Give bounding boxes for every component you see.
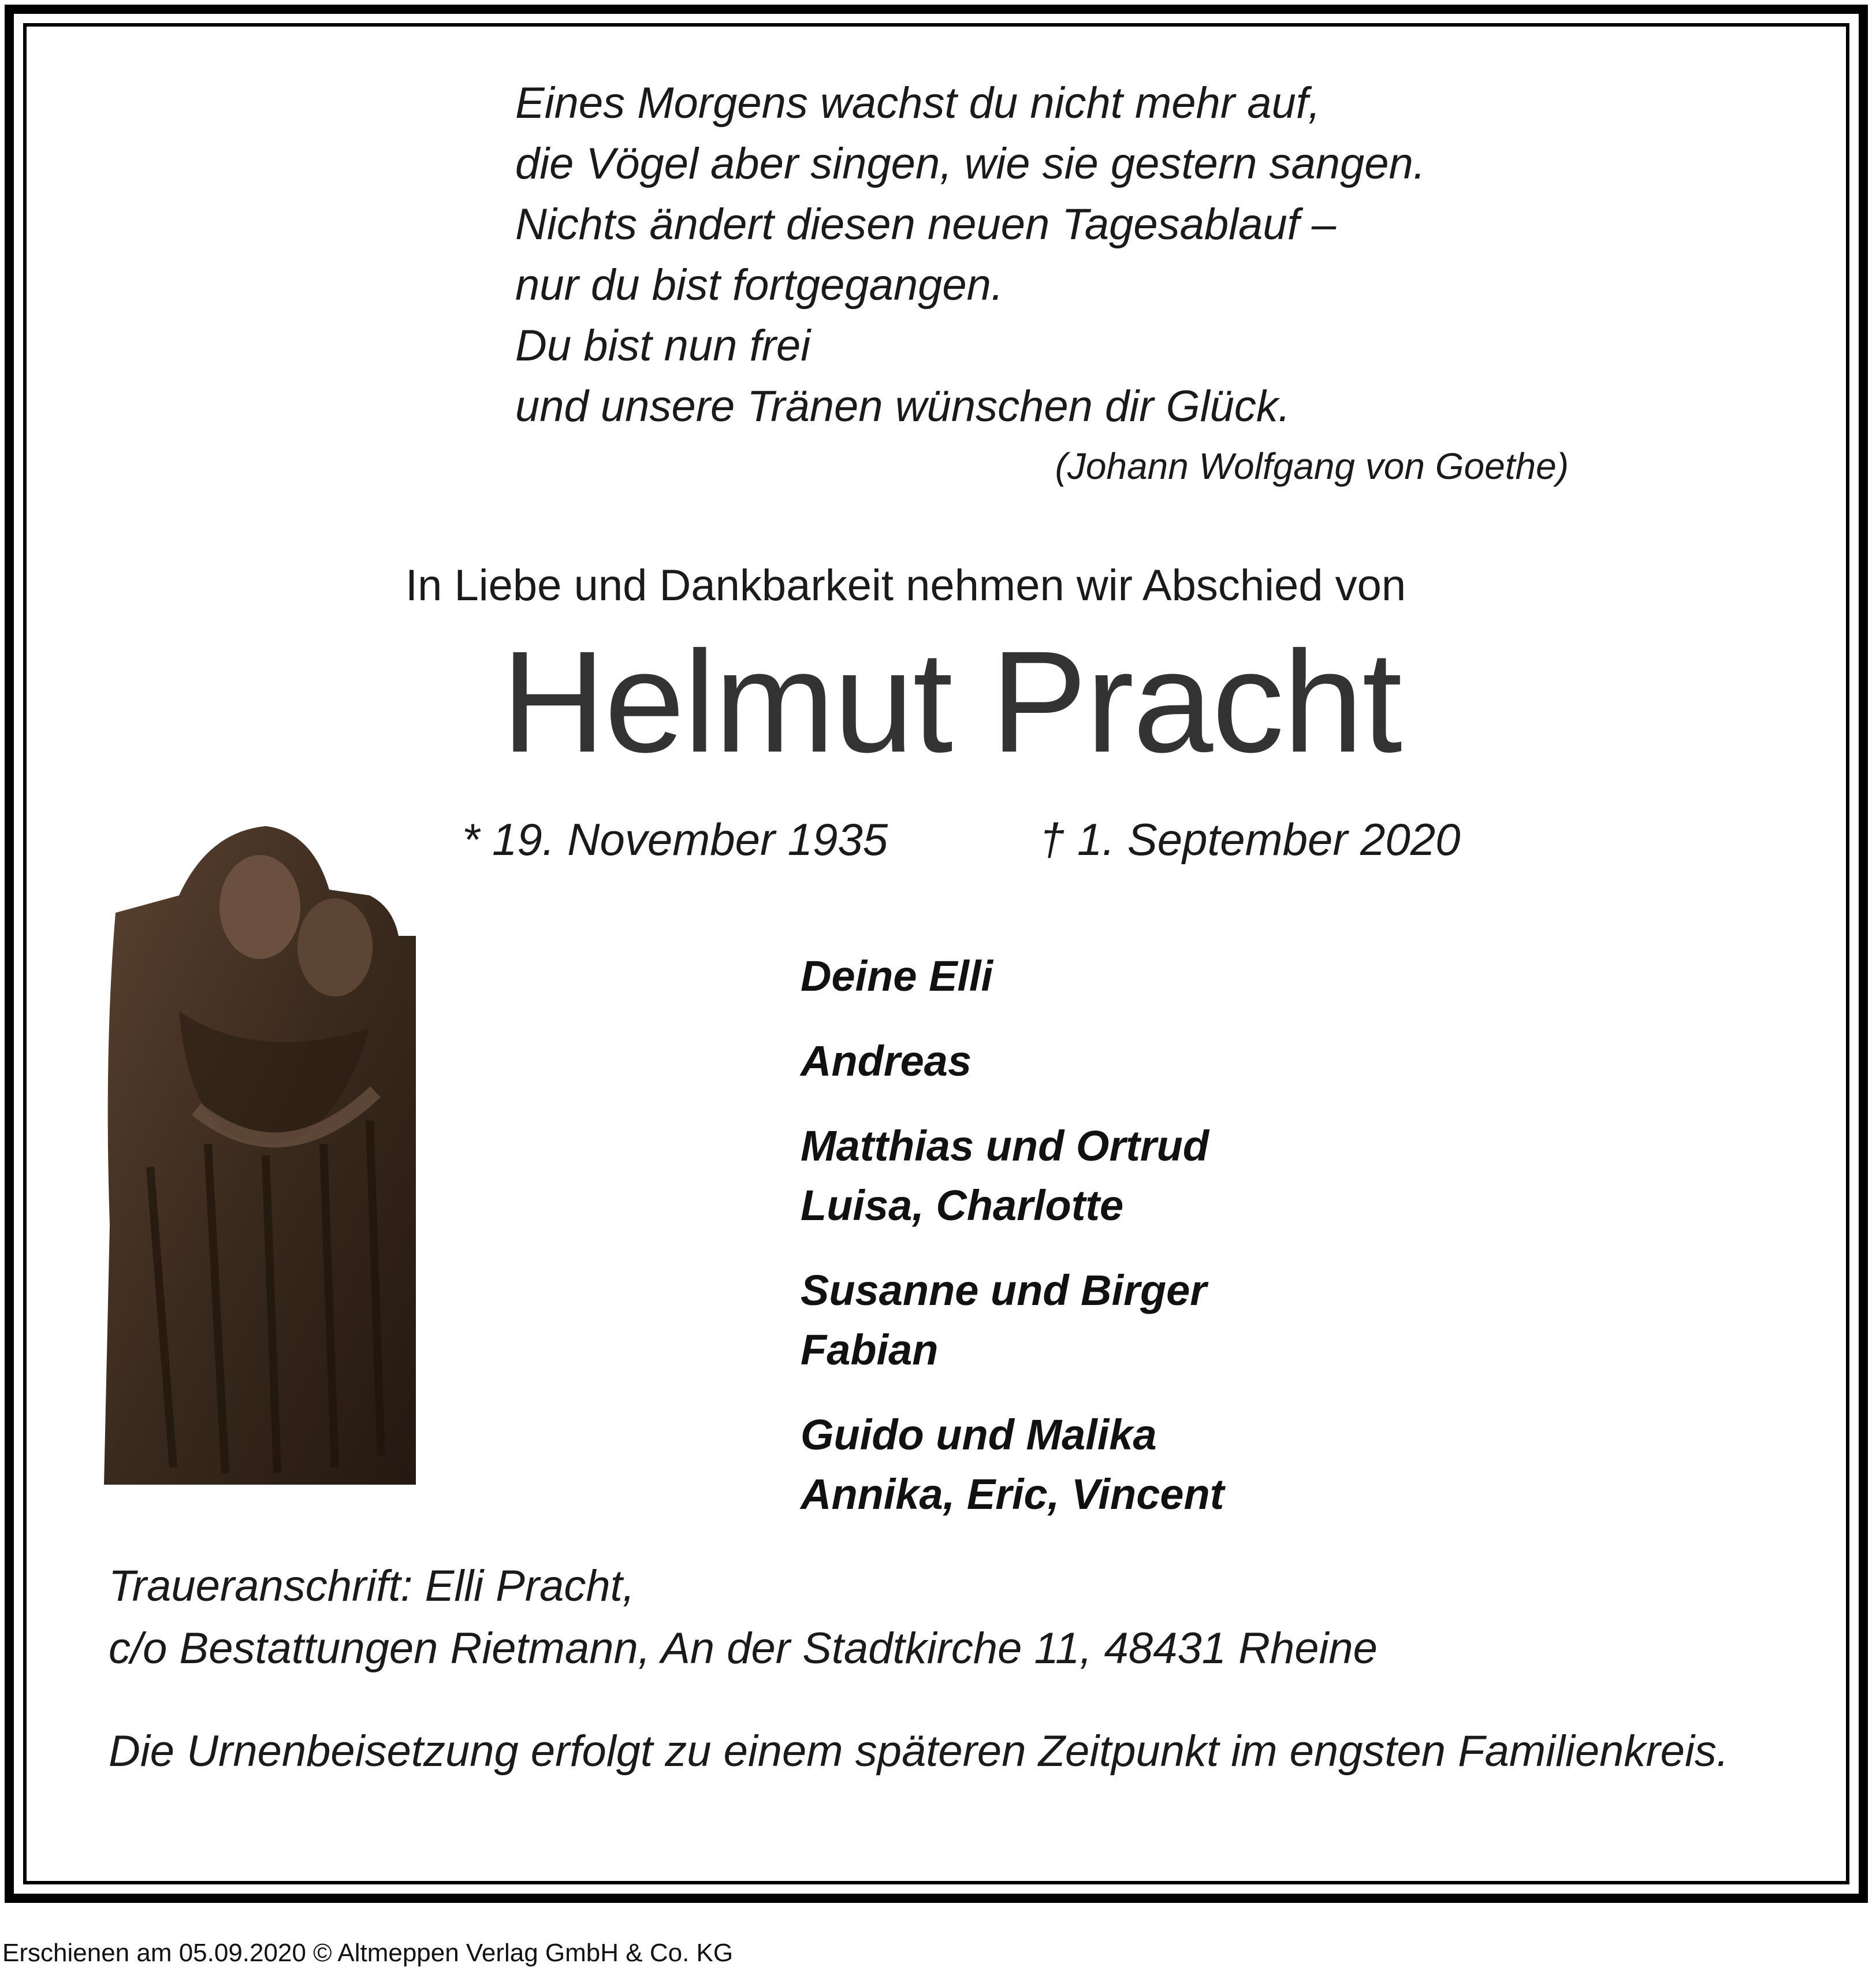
- publication-footer: Erschienen am 05.09.2020 © Altmeppen Verlag GmbH & Co. KG: [2, 1939, 734, 1967]
- life-dates: [462, 813, 1461, 866]
- mourner-group: [801, 1405, 1224, 1524]
- mourner-name: Fabian: [801, 1326, 939, 1374]
- mourner-name: Luisa, Charlotte: [801, 1181, 1124, 1229]
- mourner-name: Annika, Eric, Vincent: [801, 1470, 1224, 1518]
- poem-line: die Vögel aber singen, wie sie gestern sangen.: [515, 139, 1425, 188]
- mourner-group: [801, 1031, 1224, 1091]
- mourner-group: [801, 1261, 1224, 1380]
- poem-line: Eines Morgens wachst du nicht mehr auf,: [515, 79, 1321, 128]
- mourner-name: Matthias und Ortrud: [801, 1122, 1209, 1170]
- poem-line: und unsere Tränen wünschen dir Glück.: [515, 382, 1290, 431]
- mourner-name: Susanne und Birger: [801, 1266, 1207, 1314]
- mourner-group: [801, 946, 1224, 1006]
- mourner-group: [801, 1116, 1224, 1235]
- address-line: c/o Bestattungen Rietmann, An der Stadtkirche 11, 48431 Rheine: [109, 1624, 1378, 1673]
- burial-note: Die Urnenbeisetzung erfolgt zu einem späteren Zeitpunkt im engsten Familienkreis.: [109, 1727, 1729, 1776]
- death-date: † 1. September 2020: [1040, 814, 1461, 865]
- mourners-list: [801, 946, 1224, 1549]
- mourner-name: Deine Elli: [801, 952, 993, 1000]
- mourner-name: Andreas: [801, 1037, 972, 1085]
- mourning-address: [109, 1555, 1378, 1680]
- mourner-name: Guido und Malika: [801, 1411, 1157, 1459]
- poem-line: nur du bist fortgegangen.: [515, 261, 1004, 310]
- deceased-name: Helmut Pracht: [501, 621, 1401, 782]
- intro-text: In Liebe und Dankbarkeit nehmen wir Abschied von: [405, 561, 1406, 610]
- bronze-relief-image: [92, 820, 502, 1490]
- poem-author: (Johann Wolfgang von Goethe): [1055, 445, 1569, 487]
- poem-line: Du bist nun frei: [515, 321, 811, 370]
- address-line: Traueranschrift: Elli Pracht,: [109, 1561, 635, 1611]
- poem: [515, 73, 1425, 437]
- birth-date: * 19. November 1935: [462, 814, 888, 865]
- poem-line: Nichts ändert diesen neuen Tagesablauf –: [515, 200, 1337, 249]
